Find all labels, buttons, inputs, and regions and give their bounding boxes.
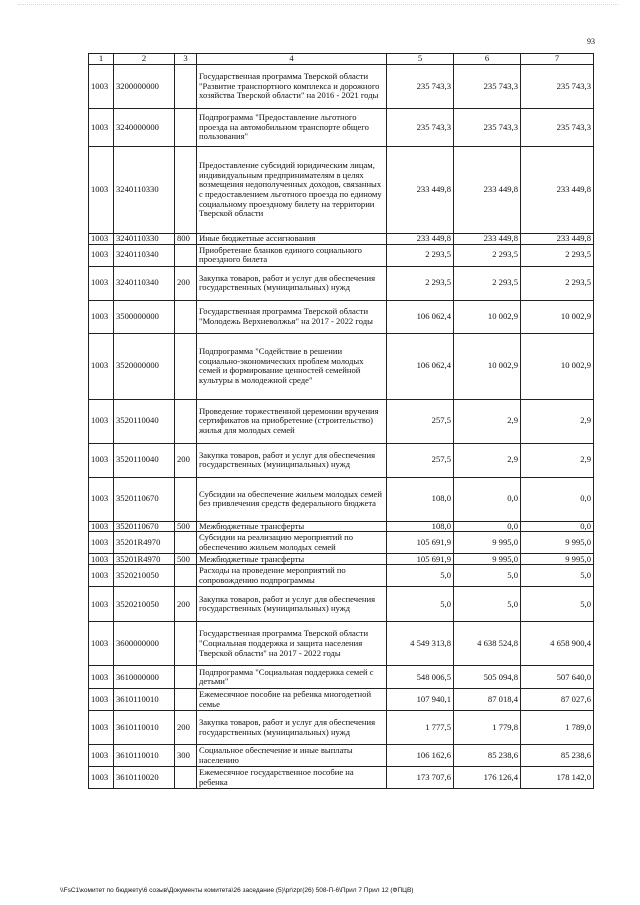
cell-c5: 257,5: [387, 443, 454, 477]
table-row: [89, 587, 594, 622]
cell-c4: Подпрограмма "Содействие в решении социально-экономических проблем молодых семей и формирование ценностей семейной культуры в молодежной среде": [197, 333, 387, 399]
table-row: [89, 244, 594, 266]
cell-c5: 2 293,5: [387, 244, 454, 266]
cell-c2: 3600000000: [114, 622, 175, 666]
table-row: [89, 666, 594, 689]
cell-c3: [175, 767, 197, 789]
table-row: [89, 234, 594, 245]
header-cell: 1: [89, 54, 114, 65]
cell-c6: 10 002,9: [454, 300, 521, 333]
cell-c1: 1003: [89, 622, 114, 666]
cell-c4: Предоставление субсидий юридическим лицам, индивидуальным предпринимателям в целях возмещения недополученных доходов, связанных с предоставлением льготного проезда по единому социальному проездному билету на территории Тверской области: [197, 147, 387, 234]
cell-c1: 1003: [89, 532, 114, 554]
cell-c7: 10 002,9: [521, 333, 594, 399]
table-row: [89, 266, 594, 300]
cell-c1: 1003: [89, 234, 114, 245]
cell-c2: 3520000000: [114, 333, 175, 399]
header-cell: 3: [175, 54, 197, 65]
header-cell: 7: [521, 54, 594, 65]
cell-c6: 10 002,9: [454, 333, 521, 399]
table-row: [89, 333, 594, 399]
cell-c1: 1003: [89, 300, 114, 333]
table-row: [89, 477, 594, 521]
cell-c2: 3610110020: [114, 767, 175, 789]
cell-c4: Межбюджетные трансферты: [197, 521, 387, 532]
cell-c7: 4 658 900,4: [521, 622, 594, 666]
cell-c4: Расходы на проведение мероприятий по сопровождению подпрограммы: [197, 565, 387, 587]
cell-c3: [175, 666, 197, 689]
cell-c5: 233 449,8: [387, 234, 454, 245]
cell-c6: 1 779,8: [454, 711, 521, 745]
cell-c6: 176 126,4: [454, 767, 521, 789]
cell-c7: 235 743,3: [521, 65, 594, 109]
cell-c7: 85 238,6: [521, 745, 594, 767]
cell-c4: Проведение торжественной церемонии вручения сертификатов на приобретение (строительство) жилья для молодых семей: [197, 399, 387, 443]
table-row: [89, 521, 594, 532]
cell-c3: [175, 147, 197, 234]
cell-c2: 3610110010: [114, 711, 175, 745]
cell-c3: [175, 244, 197, 266]
header-cell: 6: [454, 54, 521, 65]
table-row: [89, 65, 594, 109]
cell-c1: 1003: [89, 711, 114, 745]
header-cell: 4: [197, 54, 387, 65]
cell-c3: 800: [175, 234, 197, 245]
cell-c2: 3240110340: [114, 244, 175, 266]
cell-c3: 200: [175, 587, 197, 622]
cell-c3: 500: [175, 554, 197, 565]
cell-c2: 3610110010: [114, 745, 175, 767]
cell-c6: 2 293,5: [454, 244, 521, 266]
cell-c3: [175, 300, 197, 333]
cell-c1: 1003: [89, 244, 114, 266]
cell-c7: 1 789,0: [521, 711, 594, 745]
cell-c5: 105 691,9: [387, 554, 454, 565]
cell-c3: 200: [175, 711, 197, 745]
cell-c3: [175, 622, 197, 666]
table-row: [89, 532, 594, 554]
cell-c5: 106 162,6: [387, 745, 454, 767]
table-header-row: [89, 54, 594, 65]
cell-c6: 4 638 524,8: [454, 622, 521, 666]
cell-c4: Социальное обеспечение и иные выплаты населению: [197, 745, 387, 767]
table-row: [89, 689, 594, 711]
cell-c1: 1003: [89, 666, 114, 689]
cell-c2: 3500000000: [114, 300, 175, 333]
cell-c5: 107 940,1: [387, 689, 454, 711]
cell-c4: Субсидии на реализацию мероприятий по обеспечению жильем молодых семей: [197, 532, 387, 554]
cell-c1: 1003: [89, 565, 114, 587]
cell-c6: 2 293,5: [454, 266, 521, 300]
cell-c4: Ежемесячное государственное пособие на ребенка: [197, 767, 387, 789]
cell-c7: 9 995,0: [521, 532, 594, 554]
cell-c2: 3520110670: [114, 477, 175, 521]
cell-c1: 1003: [89, 65, 114, 109]
cell-c7: 5,0: [521, 565, 594, 587]
table-row: [89, 565, 594, 587]
cell-c5: 105 691,9: [387, 532, 454, 554]
cell-c3: 200: [175, 266, 197, 300]
cell-c4: Приобретение бланков единого социального проездного билета: [197, 244, 387, 266]
cell-c5: 235 743,3: [387, 109, 454, 147]
table-row: [89, 554, 594, 565]
cell-c4: Государственная программа Тверской области "Развитие транспортного комплекса и дорожного хозяйства Тверской области" на 2016 - 2021 годы: [197, 65, 387, 109]
cell-c1: 1003: [89, 767, 114, 789]
cell-c7: 0,0: [521, 477, 594, 521]
cell-c3: [175, 689, 197, 711]
cell-c5: 5,0: [387, 587, 454, 622]
table-row: [89, 147, 594, 234]
cell-c6: 235 743,3: [454, 109, 521, 147]
table-row: [89, 767, 594, 789]
cell-c3: 500: [175, 521, 197, 532]
table-row: [89, 443, 594, 477]
cell-c7: 178 142,0: [521, 767, 594, 789]
cell-c4: Закупка товаров, работ и услуг для обеспечения государственных (муниципальных) нужд: [197, 587, 387, 622]
cell-c4: Закупка товаров, работ и услуг для обеспечения государственных (муниципальных) нужд: [197, 711, 387, 745]
cell-c4: Государственная программа Тверской области "Социальная поддержка и защита населения Тверской области" на 2017 - 2022 годы: [197, 622, 387, 666]
header-cell: 2: [114, 54, 175, 65]
cell-c1: 1003: [89, 477, 114, 521]
cell-c7: 87 027,6: [521, 689, 594, 711]
cell-c1: 1003: [89, 147, 114, 234]
cell-c7: 507 640,0: [521, 666, 594, 689]
cell-c5: 233 449,8: [387, 147, 454, 234]
cell-c2: 3610000000: [114, 666, 175, 689]
cell-c2: 3240000000: [114, 109, 175, 147]
cell-c3: [175, 477, 197, 521]
header-cell: 5: [387, 54, 454, 65]
table-row: [89, 399, 594, 443]
budget-table: [88, 53, 594, 789]
cell-c4: Субсидии на обеспечение жильем молодых семей без привлечения средств федерального бюджета: [197, 477, 387, 521]
table-row: [89, 745, 594, 767]
cell-c5: 2 293,5: [387, 266, 454, 300]
cell-c7: 235 743,3: [521, 109, 594, 147]
cell-c1: 1003: [89, 109, 114, 147]
cell-c4: Межбюджетные трансферты: [197, 554, 387, 565]
cell-c6: 505 094,8: [454, 666, 521, 689]
cell-c2: 3520210050: [114, 587, 175, 622]
cell-c6: 0,0: [454, 477, 521, 521]
cell-c6: 233 449,8: [454, 147, 521, 234]
table-row: [89, 711, 594, 745]
cell-c6: 2,9: [454, 443, 521, 477]
cell-c1: 1003: [89, 745, 114, 767]
cell-c1: 1003: [89, 521, 114, 532]
cell-c1: 1003: [89, 587, 114, 622]
cell-c1: 1003: [89, 333, 114, 399]
cell-c4: Государственная программа Тверской области "Молодежь Верхневолжья" на 2017 - 2022 годы: [197, 300, 387, 333]
cell-c5: 106 062,4: [387, 300, 454, 333]
cell-c5: 108,0: [387, 477, 454, 521]
cell-c5: 173 707,6: [387, 767, 454, 789]
cell-c5: 108,0: [387, 521, 454, 532]
cell-c3: 200: [175, 443, 197, 477]
cell-c2: 3240110330: [114, 234, 175, 245]
cell-c4: Подпрограмма "Предоставление льготного проезда на автомобильном транспорте общего пользования": [197, 109, 387, 147]
cell-c6: 2,9: [454, 399, 521, 443]
cell-c7: 2,9: [521, 399, 594, 443]
cell-c2: 3200000000: [114, 65, 175, 109]
cell-c7: 0,0: [521, 521, 594, 532]
cell-c6: 0,0: [454, 521, 521, 532]
cell-c6: 5,0: [454, 565, 521, 587]
cell-c1: 1003: [89, 266, 114, 300]
cell-c7: 233 449,8: [521, 147, 594, 234]
cell-c2: 35201R4970: [114, 532, 175, 554]
cell-c3: 300: [175, 745, 197, 767]
cell-c7: 2,9: [521, 443, 594, 477]
cell-c7: 10 002,9: [521, 300, 594, 333]
cell-c6: 85 238,6: [454, 745, 521, 767]
cell-c3: [175, 532, 197, 554]
page-number: 93: [587, 37, 595, 46]
cell-c3: [175, 333, 197, 399]
cell-c1: 1003: [89, 399, 114, 443]
table-row: [89, 300, 594, 333]
cell-c5: 106 062,4: [387, 333, 454, 399]
cell-c3: [175, 399, 197, 443]
cell-c5: 4 549 313,8: [387, 622, 454, 666]
cell-c7: 2 293,5: [521, 266, 594, 300]
table-row: [89, 622, 594, 666]
cell-c2: 3520110040: [114, 399, 175, 443]
cell-c6: 233 449,8: [454, 234, 521, 245]
cell-c4: Подпрограмма "Социальная поддержка семей с детьми": [197, 666, 387, 689]
cell-c6: 9 995,0: [454, 532, 521, 554]
cell-c6: 5,0: [454, 587, 521, 622]
cell-c6: 87 018,4: [454, 689, 521, 711]
cell-c4: Ежемесячное пособие на ребенка многодетной семье: [197, 689, 387, 711]
cell-c1: 1003: [89, 443, 114, 477]
cell-c3: [175, 109, 197, 147]
cell-c5: 235 743,3: [387, 65, 454, 109]
cell-c7: 233 449,8: [521, 234, 594, 245]
cell-c6: 9 995,0: [454, 554, 521, 565]
cell-c7: 9 995,0: [521, 554, 594, 565]
table-row: [89, 109, 594, 147]
cell-c2: 3520210050: [114, 565, 175, 587]
cell-c2: 3520110670: [114, 521, 175, 532]
cell-c7: 5,0: [521, 587, 594, 622]
cell-c5: 1 777,5: [387, 711, 454, 745]
cell-c1: 1003: [89, 554, 114, 565]
cell-c1: 1003: [89, 689, 114, 711]
footer-file-path: \\FsC1\комитет по бюджету\6 созыв\Документы комитета\26 заседание (5)\pr\zpr(26) 508-П-6\Прил 7 Прил 12 (ФПЦВ): [60, 887, 414, 894]
cell-c4: Закупка товаров, работ и услуг для обеспечения государственных (муниципальных) нужд: [197, 443, 387, 477]
cell-c4: Закупка товаров, работ и услуг для обеспечения государственных (муниципальных) нужд: [197, 266, 387, 300]
cell-c5: 257,5: [387, 399, 454, 443]
cell-c2: 3610110010: [114, 689, 175, 711]
cell-c2: 3240110330: [114, 147, 175, 234]
cell-c7: 2 293,5: [521, 244, 594, 266]
cell-c3: [175, 565, 197, 587]
cell-c5: 5,0: [387, 565, 454, 587]
scan-artifact: [18, 4, 618, 7]
cell-c2: 3240110340: [114, 266, 175, 300]
cell-c5: 548 006,5: [387, 666, 454, 689]
cell-c4: Иные бюджетные ассигнования: [197, 234, 387, 245]
cell-c3: [175, 65, 197, 109]
cell-c2: 35201R4970: [114, 554, 175, 565]
cell-c6: 235 743,3: [454, 65, 521, 109]
cell-c2: 3520110040: [114, 443, 175, 477]
